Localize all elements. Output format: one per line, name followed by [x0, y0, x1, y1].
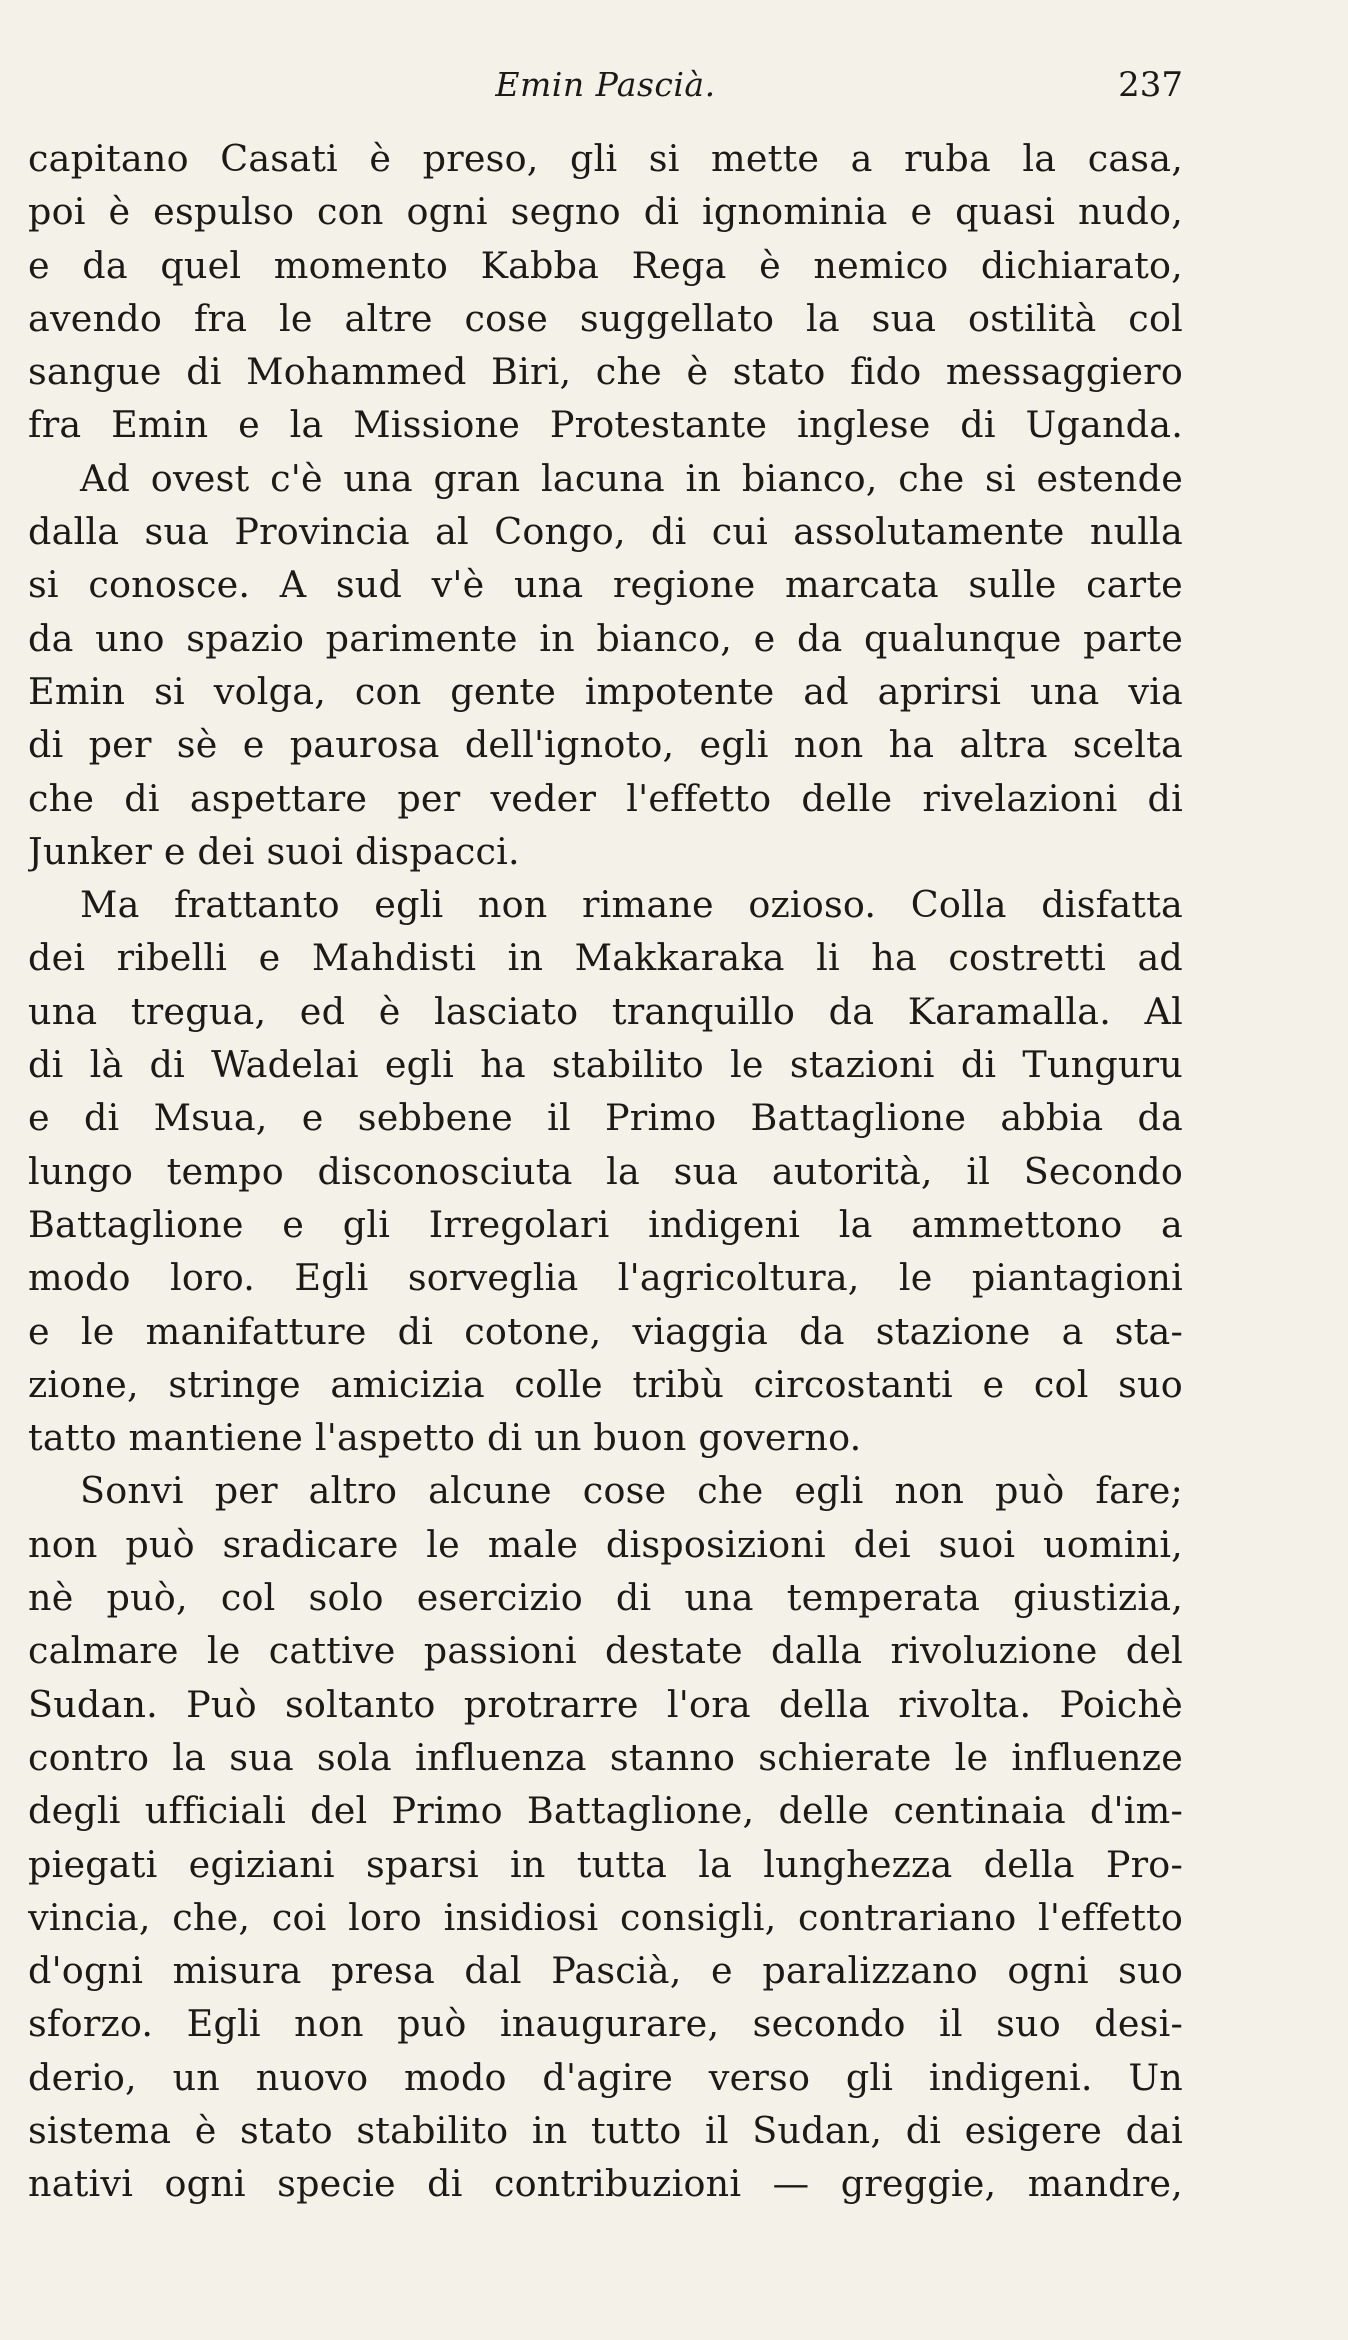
text-line: e di Msua, e sebbene il Primo Battaglione abbia da	[28, 1096, 1183, 1140]
text-line: tatto mantiene l'aspetto di un buon governo.	[28, 1416, 862, 1460]
text-line: e da quel momento Kabba Rega è nemico dichiarato,	[28, 243, 1183, 287]
text-line: non può sradicare le male disposizioni dei suoi uomini,	[28, 1522, 1183, 1566]
text-line: d'ogni misura presa dal Pascià, e paralizzano ogni suo	[28, 1949, 1183, 1993]
text-line: si conosce. A sud v'è una regione marcata sulle carte	[28, 563, 1183, 607]
text-line: sforzo. Egli non può inaugurare, secondo il suo desi-	[28, 2002, 1183, 2046]
text-line: dei ribelli e Mahdisti in Makkaraka li ha costretti ad	[28, 936, 1183, 980]
text-line: Ad ovest c'è una gran lacuna in bianco, che si estende	[80, 456, 1183, 500]
text-line: piegati egiziani sparsi in tutta la lunghezza della Pro-	[28, 1842, 1183, 1886]
text-line: Sudan. Può soltanto protrarre l'ora della rivolta. Poichè	[28, 1682, 1183, 1726]
text-line: nè può, col solo esercizio di una temperata giustizia,	[28, 1576, 1183, 1620]
text-line: di là di Wadelai egli ha stabilito le stazioni di Tunguru	[28, 1043, 1183, 1087]
text-line: Emin si volga, con gente impotente ad aprirsi una via	[28, 669, 1183, 713]
text-line: dalla sua Provincia al Congo, di cui assolutamente nulla	[28, 510, 1183, 554]
text-line: e le manifatture di cotone, viaggia da stazione a sta-	[28, 1309, 1183, 1353]
text-line: calmare le cattive passioni destate dalla rivoluzione del	[28, 1629, 1183, 1673]
text-line: sangue di Mohammed Biri, che è stato fido messaggiero	[28, 350, 1183, 394]
text-line: contro la sua sola influenza stanno schierate le influenze	[28, 1735, 1183, 1779]
text-line: Sonvi per altro alcune cose che egli non può fare;	[80, 1469, 1183, 1513]
running-header	[28, 60, 1183, 110]
text-line: che di aspettare per veder l'effetto delle rivelazioni di	[28, 776, 1183, 820]
text-line: zione, stringe amicizia colle tribù circostanti e col suo	[28, 1362, 1183, 1406]
text-line: poi è espulso con ogni segno di ignominia e quasi nudo,	[28, 190, 1183, 234]
text-line: fra Emin e la Missione Protestante inglese di Uganda.	[28, 403, 1183, 447]
text-line: di per sè e paurosa dell'ignoto, egli non ha altra scelta	[28, 723, 1183, 767]
text-line: sistema è stato stabilito in tutto il Sudan, di esigere dai	[28, 2108, 1183, 2152]
text-line: Ma frattanto egli non rimane ozioso. Colla disfatta	[80, 883, 1183, 927]
text-line: nativi ogni specie di contribuzioni — greggie, mandre,	[28, 2162, 1183, 2206]
text-line: vincia, che, coi loro insidiosi consigli, contrariano l'effetto	[28, 1895, 1183, 1939]
text-line: una tregua, ed è lasciato tranquillo da Karamalla. Al	[28, 989, 1183, 1033]
text-line: Battaglione e gli Irregolari indigeni la ammettono a	[28, 1202, 1183, 1246]
text-line: avendo fra le altre cose suggellato la sua ostilità col	[28, 296, 1183, 340]
text-line: capitano Casati è preso, gli si mette a ruba la casa,	[28, 137, 1183, 180]
running-title: Emin Pascià.	[495, 65, 716, 104]
text-line: modo loro. Egli sorveglia l'agricoltura, le piantagioni	[28, 1256, 1183, 1300]
page-number: 237	[1118, 65, 1183, 105]
text-line: lungo tempo disconosciuta la sua autorità, il Secondo	[28, 1149, 1183, 1193]
text-line: derio, un nuovo modo d'agire verso gli indigeni. Un	[28, 2055, 1183, 2099]
text-line: Junker e dei suoi dispacci.	[28, 829, 520, 873]
body-text	[28, 132, 1183, 2211]
text-line: degli ufficiali del Primo Battaglione, delle centinaia d'im-	[28, 1789, 1183, 1833]
text-line: da uno spazio parimente in bianco, e da qualunque parte	[28, 616, 1183, 660]
